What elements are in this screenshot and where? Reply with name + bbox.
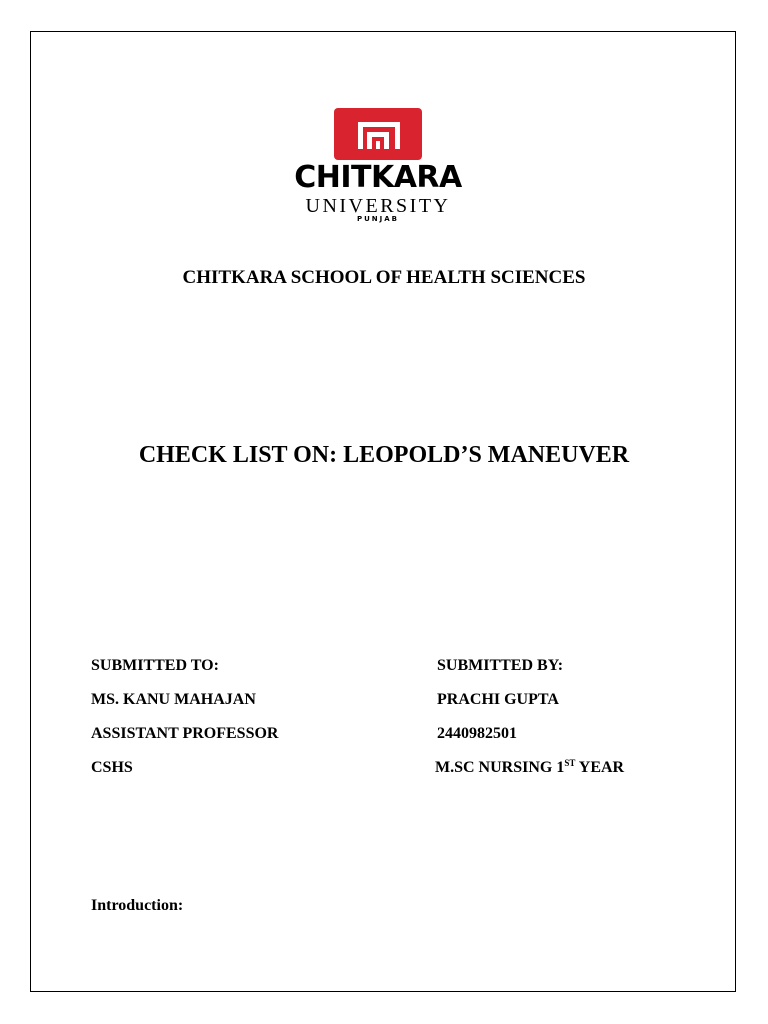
- course-prefix: M.SC NURSING 1: [435, 759, 565, 776]
- logo-subtitle: UNIVERSITY: [305, 195, 451, 217]
- document-title: CHECK LIST ON: LEOPOLD’S MANEUVER: [138, 442, 630, 468]
- school-name: CHITKARA SCHOOL OF HEALTH SCIENCES: [182, 267, 586, 288]
- submitted-by-name: PRACHI GUPTA: [437, 691, 559, 708]
- submitted-by-heading: SUBMITTED BY:: [437, 657, 564, 674]
- logo-name: CHITKARA: [294, 160, 462, 195]
- submitted-by-course: [435, 758, 624, 792]
- logo-region: PUNJAB: [356, 215, 400, 223]
- course-suffix: YEAR: [575, 759, 625, 776]
- submitted-by-block: [437, 656, 624, 792]
- submitted-to-department: CSHS: [91, 759, 133, 776]
- submitted-to-heading: SUBMITTED TO:: [91, 657, 219, 674]
- submitted-to-block: [91, 656, 278, 792]
- submitted-to-designation: ASSISTANT PROFESSOR: [91, 725, 279, 742]
- logo-emblem-icon: [334, 108, 422, 160]
- introduction-heading: Introduction:: [91, 897, 184, 914]
- submitted-to-name: MS. KANU MAHAJAN: [91, 691, 256, 708]
- submitted-by-roll-number: 2440982501: [437, 725, 517, 742]
- university-logo: [278, 108, 478, 228]
- course-superscript: ST: [564, 758, 576, 768]
